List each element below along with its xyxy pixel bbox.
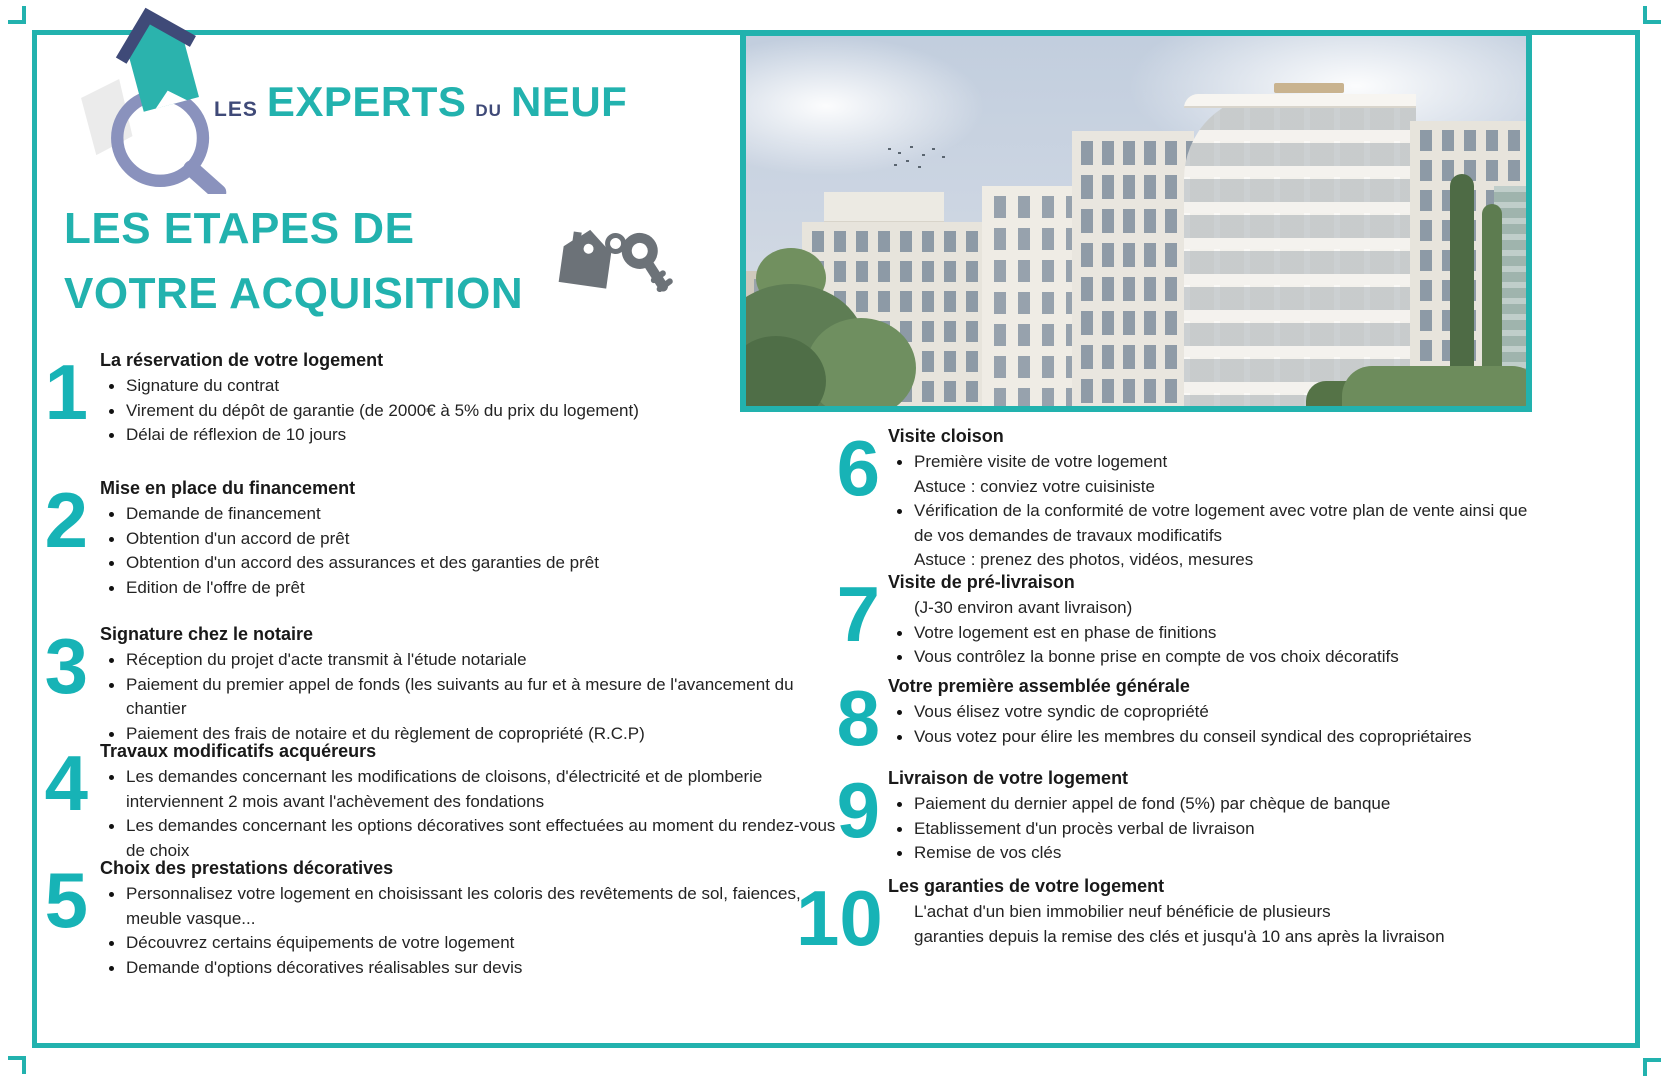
step-body bbox=[100, 858, 842, 980]
step-title: Visite cloison bbox=[888, 426, 1004, 446]
step-number: 9 bbox=[836, 766, 880, 854]
step-5 bbox=[42, 858, 842, 980]
tree bbox=[1482, 204, 1502, 384]
birds bbox=[888, 148, 891, 150]
step-item: Edition de l'offre de prêt bbox=[100, 576, 842, 601]
step-item: Obtention d'un accord des assurances et des garanties de prêt bbox=[100, 551, 842, 576]
step-item: (J-30 environ avant livraison) bbox=[914, 598, 1133, 617]
cornice bbox=[1184, 94, 1416, 108]
step-3 bbox=[42, 624, 842, 746]
step-item: Vous contrôlez la bonne prise en compte de vos choix décoratifs bbox=[888, 645, 1543, 670]
corner-mark-bottom-right bbox=[1643, 1058, 1661, 1076]
corner-mark-bottom-left bbox=[8, 1056, 26, 1074]
photo-building-left-wing bbox=[1072, 131, 1194, 406]
cloud bbox=[740, 36, 986, 176]
step-item-list bbox=[888, 450, 1543, 573]
step-7 bbox=[796, 572, 1543, 670]
step-number: 6 bbox=[836, 424, 880, 512]
house-keys-icon bbox=[556, 220, 680, 304]
step-item-list bbox=[100, 502, 842, 600]
step-title: Les garanties de votre logement bbox=[888, 876, 1165, 896]
step-item: Vous votez pour élire les membres du conseil syndical des copropriétaires bbox=[888, 725, 1543, 750]
step-body bbox=[100, 741, 842, 863]
page-title bbox=[64, 196, 523, 326]
step-title: Votre première assemblée générale bbox=[888, 676, 1190, 696]
step-item: Astuce : conviez votre cuisiniste bbox=[914, 476, 1155, 496]
step-item-list bbox=[888, 596, 1543, 670]
step-item: Astuce : prenez des photos, vidéos, mesures bbox=[914, 550, 1254, 569]
step-title: Mise en place du financement bbox=[100, 478, 356, 498]
step-body bbox=[888, 572, 1543, 670]
step-item-list bbox=[888, 700, 1543, 749]
step-1 bbox=[42, 350, 842, 448]
step-item: L'achat d'un bien immobilier neuf bénéficie de plusieurs bbox=[914, 902, 1331, 921]
step-item: Demande d'options décoratives réalisables sur devis bbox=[100, 956, 842, 981]
step-item: Remise de vos clés bbox=[888, 841, 1543, 866]
step-number: 10 bbox=[796, 874, 883, 962]
page-title-line2: VOTRE ACQUISITION bbox=[64, 269, 524, 319]
step-title: Visite de pré-livraison bbox=[888, 572, 1075, 592]
tree bbox=[1450, 174, 1474, 384]
step-4 bbox=[42, 741, 842, 863]
photo-building-mid-tower bbox=[982, 186, 1078, 406]
step-item: Délai de réflexion de 10 jours bbox=[100, 423, 842, 448]
step-item: Les demandes concernant les modifications de cloisons, d'électricité et de plomberie interviennent 2 mois avant l'achèvement des fondations bbox=[100, 765, 842, 814]
step-item: Paiement des frais de notaire et du règlement de copropriété (R.C.P) bbox=[100, 722, 842, 747]
step-item: Personnalisez votre logement en choisissant les coloris des revêtements de sol, faiences, meuble vasque... bbox=[100, 882, 842, 931]
step-item-list bbox=[100, 648, 842, 746]
step-item: Signature du contrat bbox=[100, 374, 842, 399]
step-title: Signature chez le notaire bbox=[100, 624, 314, 644]
step-number: 1 bbox=[44, 348, 88, 436]
step-body bbox=[888, 676, 1543, 749]
shrub bbox=[1342, 366, 1532, 412]
step-item: Obtention d'un accord de prêt bbox=[100, 527, 842, 552]
step-item-list bbox=[888, 792, 1543, 866]
step-item: Première visite de votre logement bbox=[888, 450, 1543, 475]
step-item: Vous élisez votre syndic de copropriété bbox=[888, 700, 1543, 725]
step-6 bbox=[796, 426, 1543, 573]
step-item: Paiement du premier appel de fonds (les suivants au fur et à mesure de l'avancement du chantier bbox=[100, 673, 842, 722]
step-2 bbox=[42, 478, 842, 600]
step-number: 4 bbox=[44, 739, 88, 827]
step-number: 3 bbox=[44, 622, 88, 710]
page-title-line1: LES ETAPES DE bbox=[64, 204, 415, 253]
step-item: garanties depuis la remise des clés et jusqu'à 10 ans après la livraison bbox=[914, 926, 1445, 946]
step-item-list bbox=[100, 882, 842, 980]
logo-word-les: LES bbox=[214, 98, 258, 121]
step-item-list bbox=[888, 900, 1543, 949]
step-10 bbox=[796, 874, 1543, 962]
step-body bbox=[888, 876, 1543, 949]
step-item-list bbox=[100, 374, 842, 448]
step-body bbox=[888, 426, 1543, 573]
step-title: Livraison de votre logement bbox=[888, 768, 1129, 788]
step-number: 7 bbox=[836, 570, 880, 658]
step-item: Votre logement est en phase de finitions bbox=[888, 621, 1543, 646]
step-number: 8 bbox=[836, 674, 880, 762]
building-photo bbox=[740, 30, 1532, 412]
step-title: Travaux modificatifs acquéreurs bbox=[100, 741, 377, 761]
step-title: Choix des prestations décoratives bbox=[100, 858, 394, 878]
logo-word-du: DU bbox=[475, 101, 502, 120]
step-item: Demande de financement bbox=[100, 502, 842, 527]
step-item-list bbox=[100, 765, 842, 863]
step-item: Virement du dépôt de garantie (de 2000€ à 5% du prix du logement) bbox=[100, 399, 842, 424]
step-body bbox=[100, 478, 842, 600]
step-number: 5 bbox=[44, 856, 88, 944]
step-item: Paiement du dernier appel de fond (5%) par chèque de banque bbox=[888, 792, 1543, 817]
step-number: 2 bbox=[44, 476, 88, 564]
experts-du-neuf-wordmark bbox=[214, 78, 636, 126]
corner-mark-top-left bbox=[8, 6, 26, 24]
step-9 bbox=[796, 768, 1543, 866]
logo-word-experts: EXPERTS bbox=[266, 78, 467, 125]
step-item: Vérification de la conformité de votre logement avec votre plan de vente ainsi que de vos demandes de travaux modificatifs bbox=[888, 499, 1543, 548]
photo-building-left-cap bbox=[824, 192, 944, 224]
step-title: La réservation de votre logement bbox=[100, 350, 384, 370]
step-8 bbox=[796, 674, 1543, 762]
step-body bbox=[100, 350, 842, 448]
photo-building-curved-main bbox=[1184, 94, 1416, 406]
corner-mark-top-right bbox=[1643, 6, 1661, 24]
step-item: Réception du projet d'acte transmit à l'étude notariale bbox=[100, 648, 842, 673]
rooftop-pergola bbox=[1274, 83, 1344, 93]
step-item: Découvrez certains équipements de votre logement bbox=[100, 931, 842, 956]
step-body bbox=[888, 768, 1543, 866]
step-body bbox=[100, 624, 842, 746]
step-item: Etablissement d'un procès verbal de livraison bbox=[888, 817, 1543, 842]
logo-word-neuf: NEUF bbox=[510, 78, 628, 125]
step-item: Les demandes concernant les options décoratives sont effectuées au moment du rendez-vous de choix bbox=[100, 814, 842, 863]
